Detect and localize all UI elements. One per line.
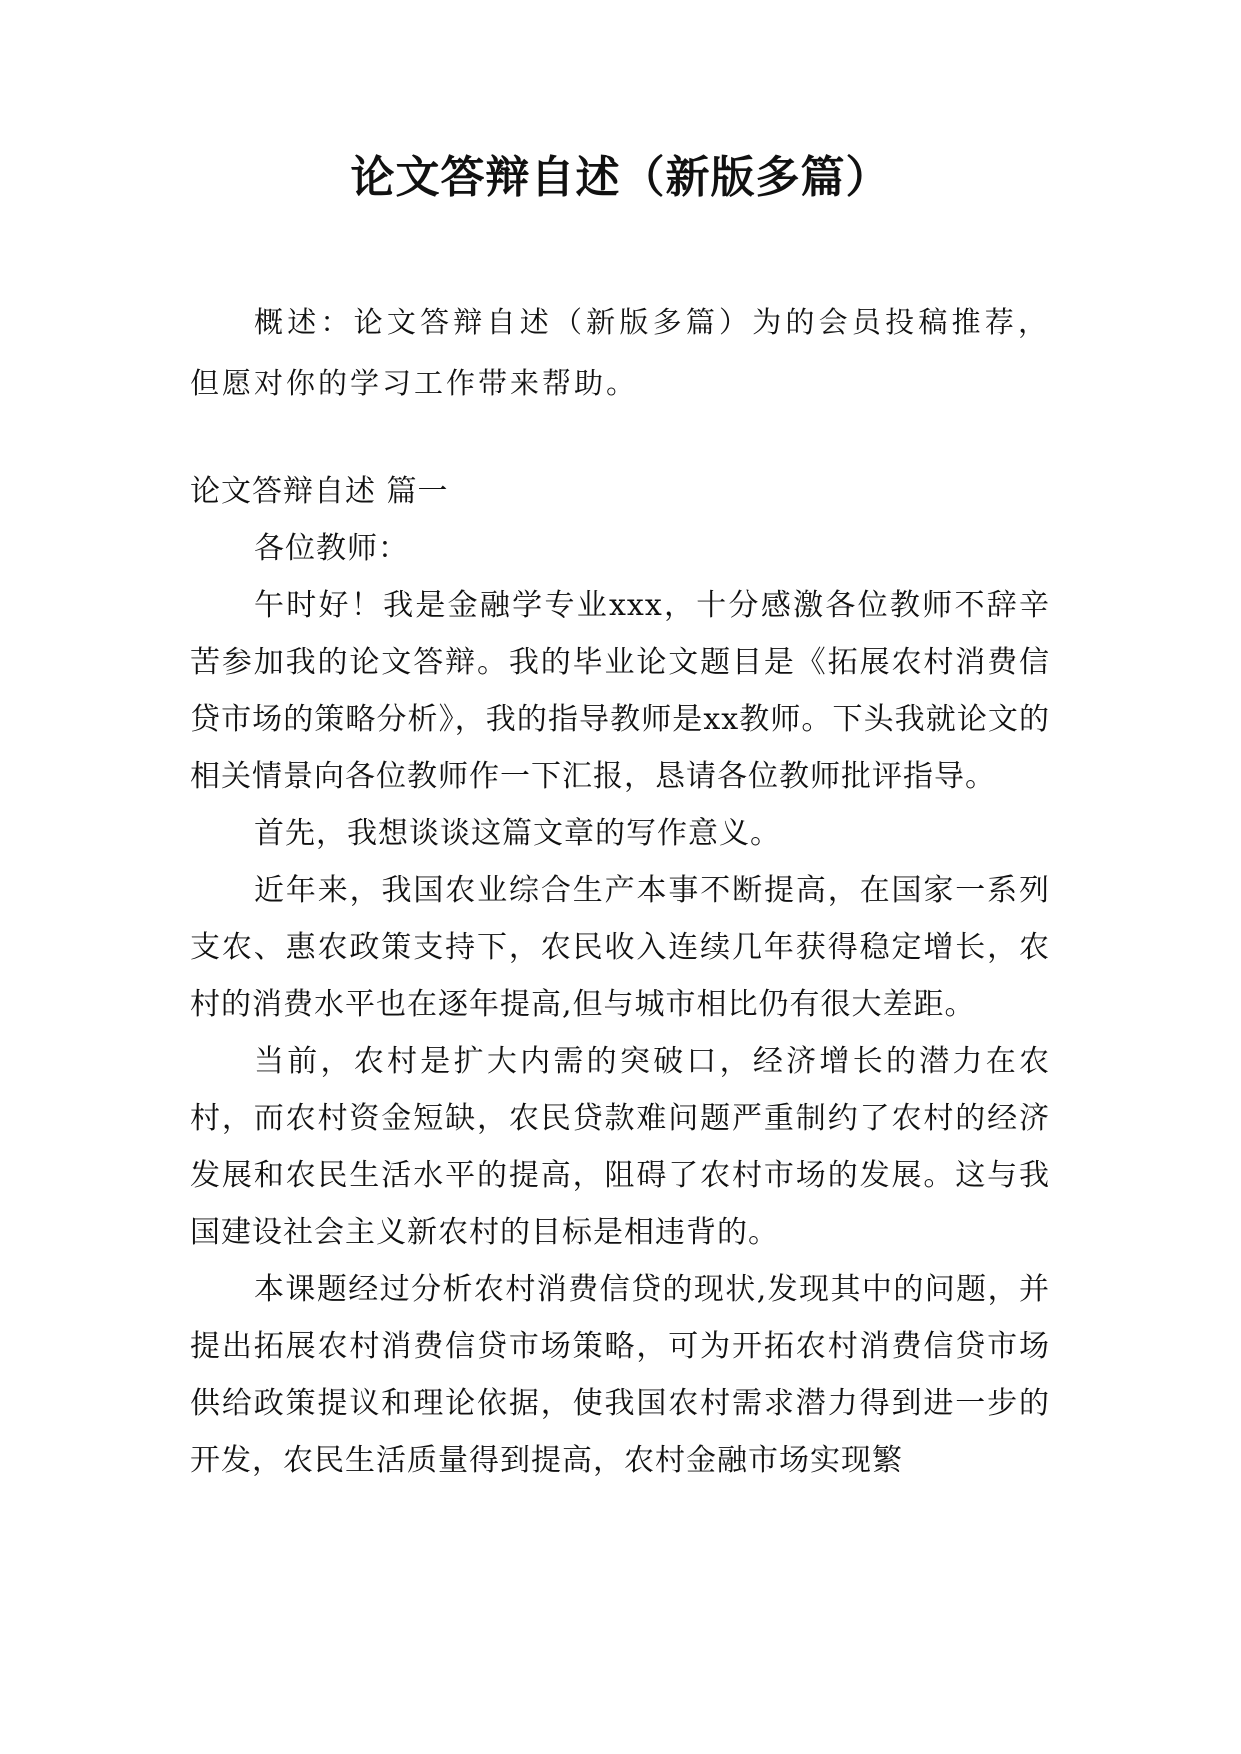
- paragraph-background: 近年来，我国农业综合生产本事不断提高，在国家一系列支农、惠农政策支持下，农民收入连续几年获得稳定增长，农村的消费水平也在逐年提高,但与城市相比仍有很大差距。: [190, 873, 1050, 1022]
- paragraph-significance: 首先，我想谈谈这篇文章的写作意义。: [254, 816, 781, 851]
- section-heading: 论文答辩自述 篇一: [190, 474, 449, 509]
- paragraph-introduction: 午时好！我是金融学专业xxx，十分感激各位教师不辞辛苦参加我的论文答辩。我的毕业论文题目是《拓展农村消费信贷市场的策略分析》，我的指导教师是xx教师。下头我就论文的相关情景向各位教师作一下汇报，恳请各位教师批评指导。: [190, 588, 1050, 794]
- document-title: 论文答辩自述（新版多篇）: [350, 152, 891, 203]
- summary-paragraph: 概述：论文答辩自述（新版多篇）为的会员投稿推荐，但愿对你的学习工作带来帮助。: [190, 305, 1050, 400]
- paragraph-greeting: 各位教师：: [254, 531, 409, 566]
- paragraph-current-situation: 当前，农村是扩大内需的突破口，经济增长的潜力在农村，而农村资金短缺，农民贷款难问题严重制约了农村的经济发展和农民生活水平的提高，阻碍了农村市场的发展。这与我国建设社会主义新农村的目标是相违背的。: [190, 1044, 1050, 1250]
- paragraph-research-purpose: 本课题经过分析农村消费信贷的现状,发现其中的问题，并提出拓展农村消费信贷市场策略，可为开拓农村消费信贷市场供给政策提议和理论依据，使我国农村需求潜力得到进一步的开发，农民生活质量得到提高，农村金融市场实现繁: [190, 1272, 1050, 1478]
- summary-block: [190, 292, 1050, 414]
- section-one: [190, 463, 1050, 1489]
